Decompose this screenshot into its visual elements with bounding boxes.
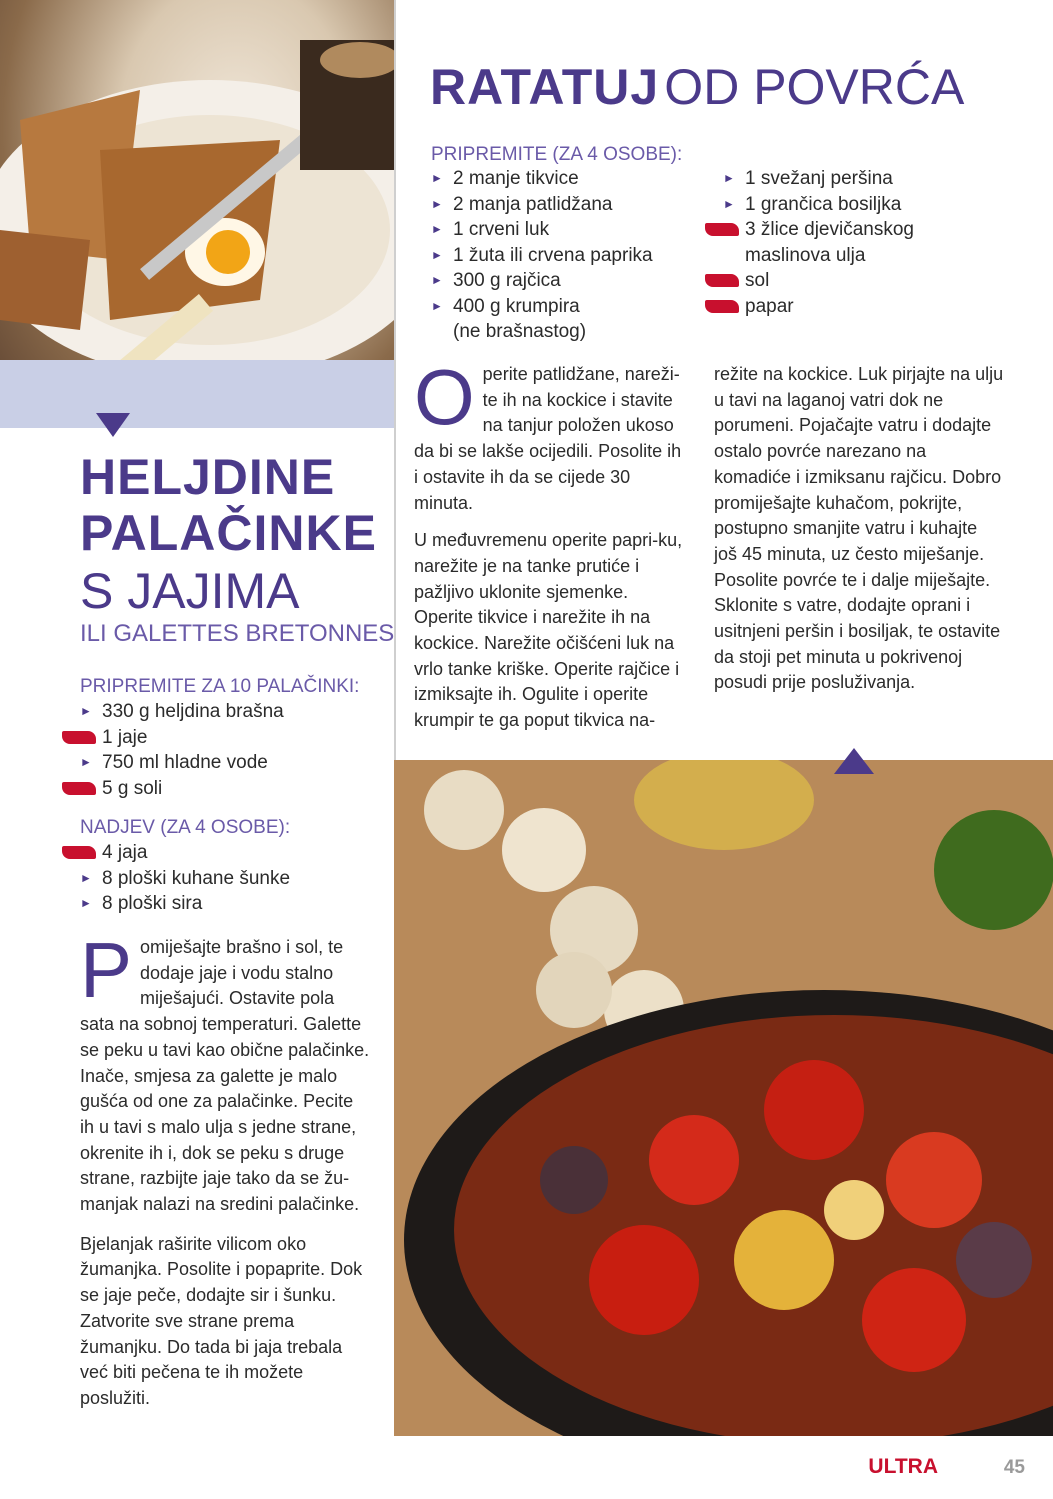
ratatouille-ingredients-right <box>723 166 1023 319</box>
galettes-step2: Bjelanjak raširite vilicom oko žumanjka. Posolite i popaprite. Dok se jaje peče, dodajte sir i šunku. Zatvorite sve strane prema žumanjku. Do tada bi jaja trebala već biti pečena te ih možete poslužiti. <box>80 1233 363 1408</box>
ultra-plus-badge-icon <box>705 223 739 236</box>
ratatouille-ingredients-left <box>431 166 711 345</box>
ingredient-item <box>80 699 380 725</box>
ingredient-text: 1 crveni luk <box>453 219 550 240</box>
ingredient-item <box>431 319 711 345</box>
ingredient-text: 8 ploški sira <box>102 893 203 914</box>
ingredient-item <box>431 217 711 243</box>
ratatouille-title-thin: OD POVRĆA <box>664 59 965 115</box>
ingredient-text: 1 jaje <box>102 726 148 748</box>
ingredient-text: 1 žuta ili crvena paprika <box>453 244 653 266</box>
triangle-marker-up <box>834 748 874 774</box>
ingredient-text: 2 manje tikvice <box>453 168 579 189</box>
bullet-arrow-icon: ► <box>723 196 735 211</box>
ratatouille-title <box>430 59 1030 115</box>
ingredient-item <box>723 294 1023 320</box>
ingredient-text: 1 svežanj peršina <box>745 168 893 189</box>
ingredient-item <box>80 750 380 776</box>
ingredient-text: 400 g krumpira <box>453 295 580 317</box>
ingredient-item <box>431 166 711 192</box>
ingredient-item <box>723 192 1023 218</box>
ratatouille-method-col1 <box>414 353 686 746</box>
galettes-filling-heading: NADJEV (ZA 4 OSOBE): <box>80 817 291 838</box>
ratatouille-step3: režite na kockice. Luk pirjajte na ulju u tavi na laganoj vatri dok ne porumeni. Pojačajte vatru i dodajte ostalo povrće narezano na komadiće i izmiksanu rajčicu. Dobro promiješajte kuhačom, pokrijte, postupno smanjite vatru i kuhajte još 45 minuta, uz često miješanje. Posolite povrće te i dalje miješajte. Sklonite s vatre, dodajte oprani i usitnjeni peršin i bosiljak, te ostavite da stoji pet minuta u pokrivenoj posudi prije posluživanja. <box>714 364 1004 693</box>
galettes-title-line3: S JAJIMA <box>80 563 300 619</box>
ultra-plus-badge-icon <box>62 846 96 859</box>
galettes-title-line2: PALAČINKE <box>80 505 377 561</box>
ingredient-text: 750 ml hladne vode <box>102 752 268 773</box>
ingredient-item <box>431 294 711 320</box>
galettes-subtitle: ILI GALETTES BRETONNES <box>80 620 395 647</box>
ingredient-item <box>431 268 711 294</box>
column-divider <box>394 0 396 770</box>
bullet-arrow-icon: ► <box>80 755 92 769</box>
ingredient-item <box>723 268 1023 294</box>
bullet-arrow-icon: ► <box>431 247 443 262</box>
ingredient-text: 1 grančica bosiljka <box>745 193 902 215</box>
triangle-marker-down <box>96 413 130 437</box>
ingredient-item <box>431 192 711 218</box>
ingredient-item <box>723 166 1023 192</box>
galettes-prep-heading: PRIPREMITE ZA 10 PALAČINKI: <box>80 676 360 697</box>
ingredient-item <box>80 725 380 751</box>
galettes-step1: omiješajte brašno i sol, te dodaje jaje i vodu stalno miješajući. Ostavite pola sata na sobnoj temperaturi. Galette se peku u tavi kao obične palačinke. Inače, smjesa za galette je malo gušća od one za palačinke. Pecite ih u tavi s malo ulja s jedne strane, okrenite ih i, dok se peku s druge strane, razbijte jaje tako da se žu-manjak nalazi na sredini palačinke. <box>80 937 370 1215</box>
galettes-dropcap: P <box>80 926 133 1014</box>
ratatouille-method-col2 <box>714 362 1004 708</box>
galettes-title <box>80 449 380 619</box>
ingredient-text: 4 jaja <box>102 842 148 863</box>
ingredient-text: papar <box>745 295 794 317</box>
brand-logo: ULTRA <box>868 1455 938 1478</box>
galette-photo-art <box>0 0 394 428</box>
ingredient-item <box>80 840 380 866</box>
bullet-arrow-icon: ► <box>431 273 443 287</box>
ratatouille-photo-art <box>394 760 1053 1436</box>
ratatouille-dropcap: O <box>414 353 475 441</box>
ratatouille-step1: perite patlidžane, nareži-te ih na kockice i stavite na tanjur položen ukoso da bi se lakše ocijedili. Posolite ih i ostavite ih da se cijede 30 minuta. <box>414 364 682 513</box>
ingredient-item <box>723 243 1023 269</box>
bullet-arrow-icon: ► <box>431 222 443 236</box>
ingredient-text: 330 g heljdina brašna <box>102 701 284 722</box>
ingredient-item <box>723 217 1023 243</box>
bullet-arrow-icon: ► <box>723 171 735 185</box>
ingredient-item <box>80 891 380 917</box>
bullet-arrow-icon: ► <box>80 870 92 885</box>
bullet-arrow-icon: ► <box>80 896 92 910</box>
galettes-ingredients <box>80 699 380 801</box>
bullet-arrow-icon: ► <box>431 298 443 313</box>
galettes-filling <box>80 840 380 917</box>
ultra-plus-badge-icon <box>705 300 739 313</box>
galette-photo <box>0 0 394 428</box>
ratatouille-prep-heading: PRIPREMITE (ZA 4 OSOBE): <box>431 144 683 165</box>
ingredient-text: 8 ploški kuhane šunke <box>102 867 291 889</box>
ratatouille-step2: U međuvremenu operite papri-ku, narežite je na tanke prutiće i pažljivo uklonite sjemenke. Operite tikvice i narežite ih na kockice. Narežite očišćeni luk na vrlo tanke kriške. Operite rajčice i izmiksajte ih. Ogulite i operite krumpir te ga poput tikvica na- <box>414 530 683 731</box>
ingredient-text: 2 manja patlidžana <box>453 193 613 215</box>
ingredient-text: (ne brašnastog) <box>453 321 587 342</box>
ingredient-text: 300 g rajčica <box>453 270 561 291</box>
bullet-arrow-icon: ► <box>431 171 443 185</box>
galettes-method <box>80 926 370 1424</box>
ultra-plus-badge-icon <box>62 731 96 744</box>
page-number: 45 <box>1003 1457 1025 1478</box>
ingredient-item <box>80 776 380 802</box>
ingredient-text: 3 žlice djevičanskog <box>745 219 914 240</box>
ingredient-item <box>431 243 711 269</box>
bullet-arrow-icon: ► <box>80 704 92 718</box>
ingredient-text: 5 g soli <box>102 777 163 799</box>
ultra-plus-badge-icon <box>705 274 739 287</box>
galettes-title-line1: HELJDINE <box>80 449 336 505</box>
ratatouille-title-bold: RATATUJ <box>430 59 660 115</box>
ingredient-text: sol <box>745 270 770 291</box>
ratatouille-photo <box>394 760 1053 1436</box>
ultra-plus-badge-icon <box>62 782 96 795</box>
ingredient-item <box>80 866 380 892</box>
bullet-arrow-icon: ► <box>431 196 443 211</box>
ingredient-text: maslinova ulja <box>745 244 866 266</box>
